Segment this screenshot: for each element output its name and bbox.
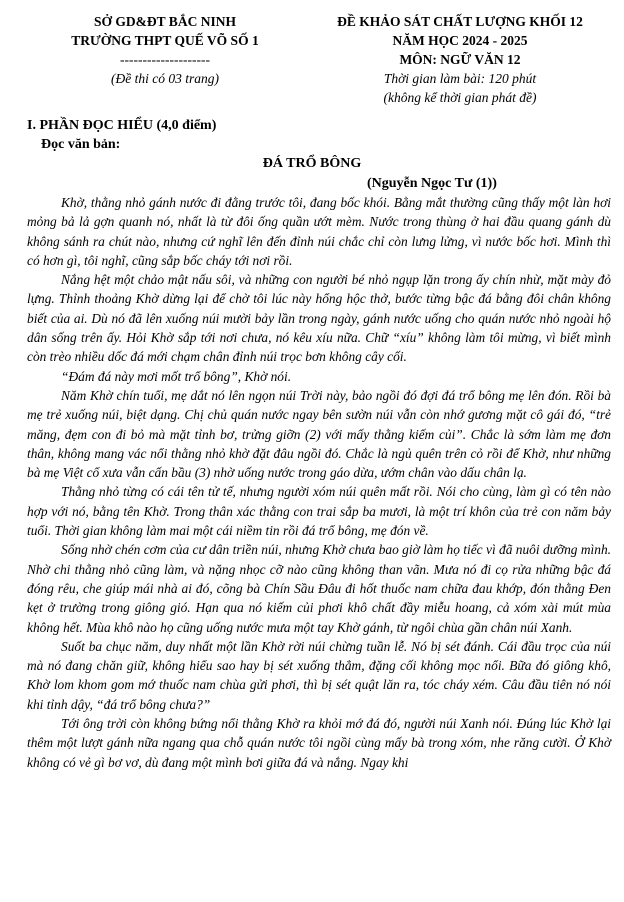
story-author: (Nguyễn Ngọc Tư (1)) <box>367 176 497 191</box>
school-year: NĂM HỌC 2024 - 2025 <box>392 33 528 48</box>
story-paragraph: Sống nhờ chén cơm của cư dân triền núi, nhưng Khờ chưa bao giờ làm họ tiếc vì đã nuôi dưỡng mình. Nhờ chi thằng nhỏ cũng làm, và nặng nhọc cỡ nào cũng không than vãn. Mưa nó đi cọ rửa những bậc đá đóng rêu, che giúp mái nhà ai đó, cõng bà Chín Sầu Đâu đi hốt thuốc nam chữa đau khớp, đón thằng Đen kẹt ở trường trong giông gió. Hạn qua nó kiếm củi phơi khô chất đầy miễu hoang, cả xóm xài mút mùa không hết. Mùa khô nào họ cũng uống nước mưa một tay Khờ gánh, từ ngôi chùa gần chân núi Xanh. <box>27 542 611 635</box>
time-limit-note: (không kể thời gian phát đề) <box>383 90 537 105</box>
department-name: SỞ GD&ĐT BẮC NINH <box>94 14 236 29</box>
subject-name: MÔN: NGỮ VĂN 12 <box>399 52 521 67</box>
exam-title: ĐỀ KHẢO SÁT CHẤT LƯỢNG KHỐI 12 <box>337 14 583 29</box>
section-title: I. PHẦN ĐỌC HIỂU (4,0 điểm) <box>27 118 217 133</box>
story-paragraph: Năm Khờ chín tuổi, mẹ dắt nó lên ngọn núi Trời này, bảo ngồi đó đợi đá trổ bông mẹ lên đón. Rồi bà mẹ trẻ xuống núi, biệt dạng. Chị chủ quán nước ngay bên sườn núi vẫn còn nhớ gương mặt cô gái đó, “trẻ măng, đẹm con đi bỏ mà mặt tỉnh bơ, trửng giỡn (2) với mấy thằng kiếm củi”. Chắc là sớm làm mẹ đơn thân, không mang vác nổi thằng nhỏ khờ đặt đâu ngồi đó. Chắc là ngủ quên trên cỏ rồi để Khờ, như những bà mẹ Việt cổ xưa vẫn cấn bầu (3) nhờ uống nước trong gáo dừa, ướm chân vào dấu chân lạ. <box>27 387 611 481</box>
subsection-title: Đọc văn bản: <box>41 137 121 152</box>
header-divider: -------------------- <box>120 52 210 67</box>
header-left-block <box>40 12 290 88</box>
story-paragraph: Nắng hệt một chảo mật nấu sôi, và những con người bé nhỏ ngụp lặn trong ấy chín nhừ, mặt mày đỏ lựng. Thỉnh thoảng Khờ dừng lại để chờ tôi lúc này hổng hộc thở, bước từng bậc đá bằng đôi chân không biết của ai. Dù nó đã lên xuống núi mười bảy lần trong ngày, gánh nước uống cho quán nước nhỏ ngoài hộ dân sống trên ấy. Hỏi Khờ sắp tới nơi chưa, nó kêu xíu nữa. Chữ “xíu” không làm tôi mừng, vì biết mình còn trèo nhiều dốc đá mới chạm chân đỉnh núi trọc bơn không cây cối. <box>27 272 611 365</box>
story-paragraph: Tới ông trời còn không bứng nổi thằng Khờ ra khỏi mớ đá đó, người núi Xanh nói. Đúng lúc Khờ lại thêm một lượt gánh nữa ngang qua chỗ quán nước tôi ngồi cùng mấy bà trong xóm, nhe răng cười. Ở Khờ không có vẻ gì bơ vơ, dù đang một mình bơi giữa đá và nắng. Ngay khi <box>27 716 611 770</box>
time-limit: Thời gian làm bài: 120 phút <box>383 71 537 86</box>
header-right-block <box>306 12 614 107</box>
story-paragraph: Thằng nhỏ từng có cái tên tử tế, nhưng người xóm núi quên mất rồi. Nói cho cùng, làm gì có tên nào hợp với nó, bằng tên Khờ. Trong thân xác thằng con trai sắp ba mươi, là một trí khôn của trẻ con năm bảy tuổi. Thời gian không làm mai một cái niềm tin rồi đá trổ bông, mẹ đón về. <box>27 484 611 539</box>
story-title: ĐÁ TRỔ BÔNG <box>262 156 362 171</box>
page-count-note: (Đề thi có 03 trang) <box>111 71 219 86</box>
story-paragraph: “Đám đá này mơi mốt trổ bông”, Khờ nói. <box>61 368 292 384</box>
story-paragraph: Khờ, thằng nhỏ gánh nước đi đằng trước tôi, đang bốc khói. Bằng mắt thường cũng thấy một làn hơi mỏng bả lả gợn quanh nó, nhất là từ đôi ống quần ướt mèm. Nước trong thùng ở hai đầu quang gánh dù không sánh ra chút nào, nhưng cứ nghĩ lên đến đỉnh núi chắc chỉ còn lưng lửng, vì nước bốc hơi. Mình thì có hơn gì, tôi nghĩ, cũng sắp bốc cháy tới nơi rồi. <box>27 195 611 268</box>
school-name: TRƯỜNG THPT QUẾ VÕ SỐ 1 <box>71 33 259 48</box>
story-body <box>27 193 611 772</box>
story-paragraph: Suốt ba chục năm, duy nhất một lần Khờ rời núi chừng tuần lễ. Nó bị sét đánh. Cái đầu trọc của núi mà nó đang chăn giữ, không hiểu sao hay bị sét xuống thẳm, đặng cối không mọc nổi. Bữa đó giông khô, Khờ lom khom gom mớ thuốc nam chùa gửi phơi, thì bị sét quật lăn ra, tóc cháy xém. Câu đầu tiên nó nói khi tỉnh dậy, “đá trổ bông chưa?” <box>27 638 611 712</box>
